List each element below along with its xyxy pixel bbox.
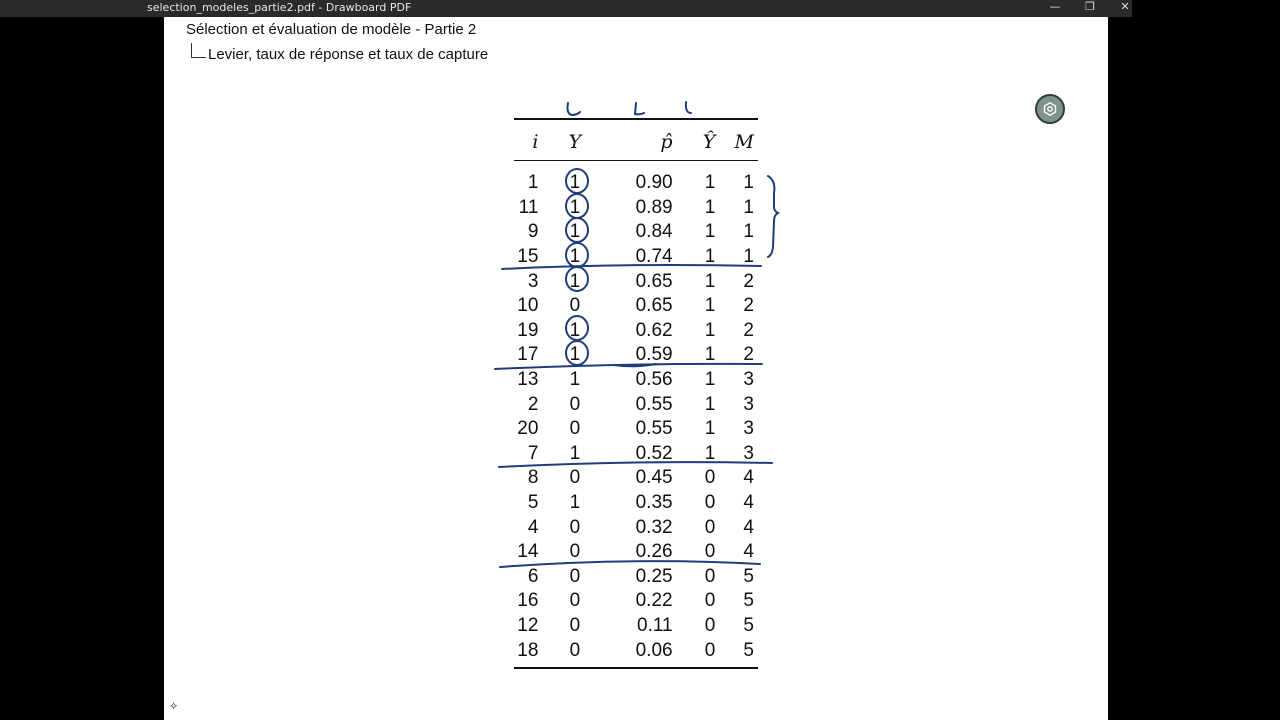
cell-m: 3 (743, 393, 754, 415)
cell-m: 4 (743, 492, 754, 514)
cell-i: 8 (527, 467, 539, 489)
hexagon-settings-icon (1043, 102, 1057, 116)
cell-y: 0 (569, 541, 581, 563)
cell-y-hat: 0 (704, 541, 716, 563)
table-row (514, 392, 758, 417)
cell-y-hat: 1 (704, 221, 716, 243)
cell-p-hat: 0.84 (635, 221, 673, 243)
cell-p-hat: 0.65 (635, 295, 673, 317)
cell-m: 5 (743, 614, 754, 636)
cell-p-hat: 0.11 (637, 614, 673, 636)
cell-y: 0 (569, 639, 581, 661)
table-row (514, 491, 758, 516)
cell-y: 0 (569, 393, 581, 415)
cell-m: 3 (743, 442, 754, 464)
header-m: M (734, 131, 754, 153)
cell-i: 7 (527, 442, 539, 464)
cell-y-hat: 1 (704, 295, 716, 317)
cell-i: 18 (517, 639, 539, 661)
cell-p-hat: 0.62 (635, 319, 673, 341)
cell-p-hat: 0.35 (635, 492, 673, 514)
table-row (514, 171, 758, 196)
cell-y: 1 (569, 442, 581, 464)
cell-y: 1 (569, 344, 581, 366)
cell-m: 3 (743, 369, 754, 391)
cell-y-hat: 1 (704, 270, 716, 292)
cell-y: 0 (569, 418, 581, 440)
cell-p-hat: 0.59 (635, 344, 673, 366)
header-y-hat: Ŷ (702, 131, 716, 153)
window-titlebar (0, 0, 1132, 17)
data-table (514, 121, 758, 663)
arrow-mark-p (635, 103, 644, 114)
cell-m: 5 (743, 565, 754, 587)
table-row (514, 319, 758, 344)
table-row (514, 417, 758, 442)
section-title: Sélection et évaluation de modèle - Partie 2 (186, 21, 477, 38)
cell-i: 2 (527, 393, 539, 415)
cell-y: 0 (569, 565, 581, 587)
cell-y-hat: 1 (704, 172, 716, 194)
cell-y-hat: 0 (704, 516, 716, 538)
cell-p-hat: 0.52 (635, 442, 673, 464)
cell-m: 4 (743, 467, 754, 489)
table-row (514, 368, 758, 393)
table-top-rule (514, 118, 758, 120)
table-header-row (514, 121, 758, 163)
cell-i: 13 (517, 369, 539, 391)
arrow-mark-y (568, 103, 581, 115)
cell-m: 2 (743, 295, 754, 317)
table-row (514, 540, 758, 565)
close-button[interactable]: ✕ (1120, 0, 1130, 13)
cell-y-hat: 0 (704, 639, 716, 661)
cell-y-hat: 0 (704, 492, 716, 514)
cell-p-hat: 0.89 (635, 196, 673, 218)
cell-p-hat: 0.22 (635, 590, 673, 612)
arrow-mark-yhat (686, 102, 691, 113)
header-p-hat: p̂ (660, 131, 673, 153)
cell-i: 12 (517, 614, 539, 636)
cell-y: 0 (569, 467, 581, 489)
cell-y: 1 (569, 319, 581, 341)
cell-m: 5 (743, 590, 754, 612)
cell-p-hat: 0.32 (635, 516, 673, 538)
cell-y-hat: 0 (704, 614, 716, 636)
cell-m: 4 (743, 541, 754, 563)
drawboard-fab-button[interactable] (1035, 94, 1065, 124)
cell-y: 0 (569, 295, 581, 317)
cell-m: 2 (743, 319, 754, 341)
cell-i: 1 (527, 172, 539, 194)
cell-y: 0 (569, 516, 581, 538)
cell-p-hat: 0.65 (635, 270, 673, 292)
cell-i: 11 (518, 196, 539, 218)
cell-y-hat: 1 (704, 369, 716, 391)
cell-p-hat: 0.55 (635, 418, 673, 440)
cell-i: 3 (527, 270, 539, 292)
cell-i: 17 (517, 344, 539, 366)
cell-p-hat: 0.25 (635, 565, 673, 587)
cell-y-hat: 0 (704, 565, 716, 587)
window-title: selection_modeles_partie2.pdf - Drawboard PDF (147, 1, 412, 14)
cell-y: 1 (569, 369, 581, 391)
cell-p-hat: 0.90 (635, 172, 673, 194)
cell-m: 5 (743, 639, 754, 661)
cell-y: 1 (569, 172, 581, 194)
minimize-button[interactable]: — (1049, 0, 1061, 13)
cell-y: 0 (569, 590, 581, 612)
table-row (514, 614, 758, 639)
cell-i: 4 (527, 516, 539, 538)
table-row (514, 515, 758, 540)
cell-y-hat: 1 (704, 319, 716, 341)
cell-p-hat: 0.74 (635, 246, 673, 268)
cell-y-hat: 0 (704, 467, 716, 489)
cell-y-hat: 0 (704, 590, 716, 612)
cell-y: 1 (569, 270, 581, 292)
table-row (514, 466, 758, 491)
cell-i: 15 (517, 246, 539, 268)
cell-y-hat: 1 (704, 344, 716, 366)
restore-button[interactable]: ❐ (1085, 0, 1095, 13)
table-row (514, 565, 758, 590)
table-row (514, 196, 758, 221)
cell-i: 16 (517, 590, 539, 612)
cell-y: 1 (569, 196, 581, 218)
cell-p-hat: 0.06 (635, 639, 673, 661)
subsection-title: Levier, taux de réponse et taux de capture (208, 46, 489, 63)
table-bottom-rule (514, 667, 758, 669)
tree-branch-line (191, 43, 206, 58)
cell-p-hat: 0.56 (635, 369, 673, 391)
cell-i: 20 (517, 418, 539, 440)
cell-y: 1 (569, 221, 581, 243)
cell-p-hat: 0.55 (635, 393, 673, 415)
table-row (514, 638, 758, 663)
table-row (514, 294, 758, 319)
cell-i: 14 (517, 541, 539, 563)
cell-y-hat: 1 (704, 418, 716, 440)
pdf-page (164, 17, 1108, 720)
table-row (514, 442, 758, 467)
cell-i: 6 (527, 565, 539, 587)
cell-i: 10 (517, 295, 539, 317)
cell-m: 2 (743, 344, 754, 366)
cell-m: 2 (743, 270, 754, 292)
table-row (514, 220, 758, 245)
cell-y-hat: 1 (704, 246, 716, 268)
cell-y: 0 (569, 614, 581, 636)
header-i: i (532, 131, 539, 153)
cell-i: 5 (527, 492, 539, 514)
cell-i: 19 (517, 319, 539, 341)
cell-i: 9 (527, 221, 539, 243)
cell-y: 1 (569, 492, 581, 514)
cell-m: 1 (743, 246, 754, 268)
table-row (514, 589, 758, 614)
cell-p-hat: 0.26 (635, 541, 673, 563)
brace-group-1 (768, 176, 778, 257)
table-row (514, 245, 758, 270)
cell-m: 4 (743, 516, 754, 538)
header-y: Y (568, 131, 582, 153)
table-row (514, 269, 758, 294)
cell-y-hat: 1 (704, 442, 716, 464)
cell-m: 1 (743, 172, 754, 194)
table-row (514, 343, 758, 368)
diamond-icon[interactable]: ⟡ (170, 700, 178, 712)
cell-y: 1 (569, 246, 581, 268)
cell-m: 1 (743, 221, 754, 243)
cell-m: 1 (743, 196, 754, 218)
cell-p-hat: 0.45 (635, 467, 673, 489)
cell-y-hat: 1 (704, 196, 716, 218)
cell-m: 3 (743, 418, 754, 440)
cell-y-hat: 1 (704, 393, 716, 415)
